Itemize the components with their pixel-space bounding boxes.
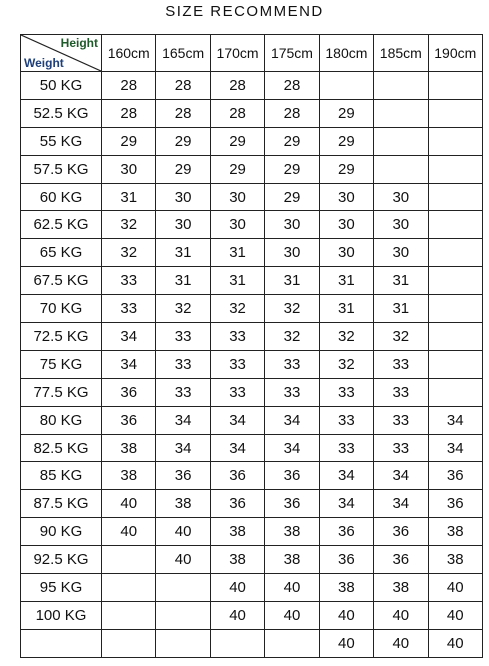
weight-cell: 52.5 KG <box>21 99 102 127</box>
size-cell: 36 <box>156 462 210 490</box>
size-cell: 38 <box>102 434 156 462</box>
size-cell: 33 <box>156 350 210 378</box>
table-row <box>21 629 483 657</box>
size-cell: 38 <box>265 546 319 574</box>
size-cell: 40 <box>210 601 264 629</box>
weight-cell: 100 KG <box>21 601 102 629</box>
table-row <box>21 378 483 406</box>
size-cell: 40 <box>102 518 156 546</box>
header-row <box>21 35 483 72</box>
size-cell: 34 <box>428 406 482 434</box>
weight-cell: 87.5 KG <box>21 490 102 518</box>
table-row <box>21 211 483 239</box>
size-cell: 36 <box>102 378 156 406</box>
table-row <box>21 72 483 100</box>
size-cell: 28 <box>210 72 264 100</box>
size-cell: 33 <box>374 378 428 406</box>
size-cell: 38 <box>265 518 319 546</box>
size-cell <box>428 211 482 239</box>
size-cell: 29 <box>265 155 319 183</box>
table-row <box>21 574 483 602</box>
size-cell: 40 <box>428 601 482 629</box>
size-cell: 30 <box>210 183 264 211</box>
page-title: SIZE RECOMMEND <box>165 3 324 20</box>
size-cell: 32 <box>319 323 373 351</box>
size-cell: 36 <box>210 462 264 490</box>
size-cell: 36 <box>265 490 319 518</box>
size-cell: 34 <box>374 462 428 490</box>
size-cell: 40 <box>102 490 156 518</box>
table-row <box>21 546 483 574</box>
weight-cell: 65 KG <box>21 239 102 267</box>
weight-cell: 60 KG <box>21 183 102 211</box>
size-cell: 33 <box>102 295 156 323</box>
size-cell: 31 <box>156 267 210 295</box>
size-cell: 32 <box>319 350 373 378</box>
weight-cell: 75 KG <box>21 350 102 378</box>
size-cell: 32 <box>265 295 319 323</box>
table-row <box>21 518 483 546</box>
size-cell: 33 <box>102 267 156 295</box>
size-cell: 34 <box>156 434 210 462</box>
weight-cell: 50 KG <box>21 72 102 100</box>
weight-cell: 55 KG <box>21 127 102 155</box>
table-row <box>21 406 483 434</box>
size-cell: 30 <box>374 183 428 211</box>
size-cell <box>156 601 210 629</box>
size-cell: 29 <box>319 99 373 127</box>
size-cell <box>374 127 428 155</box>
table-row <box>21 155 483 183</box>
table-row <box>21 490 483 518</box>
table-row <box>21 183 483 211</box>
size-cell: 33 <box>374 406 428 434</box>
size-cell <box>428 155 482 183</box>
size-cell <box>428 350 482 378</box>
size-cell: 29 <box>265 183 319 211</box>
weight-cell: 82.5 KG <box>21 434 102 462</box>
size-cell <box>428 378 482 406</box>
size-cell: 36 <box>102 406 156 434</box>
size-cell: 29 <box>319 155 373 183</box>
size-cell: 28 <box>265 72 319 100</box>
height-header-cell: 185cm <box>374 35 428 72</box>
weight-cell: 62.5 KG <box>21 211 102 239</box>
size-cell: 28 <box>265 99 319 127</box>
size-cell: 34 <box>428 434 482 462</box>
table-row <box>21 601 483 629</box>
size-cell: 33 <box>265 350 319 378</box>
size-cell: 36 <box>265 462 319 490</box>
size-cell: 30 <box>102 155 156 183</box>
weight-cell: 57.5 KG <box>21 155 102 183</box>
size-cell: 32 <box>156 295 210 323</box>
size-cell: 29 <box>319 127 373 155</box>
size-cell <box>428 267 482 295</box>
size-cell: 30 <box>156 183 210 211</box>
table-row <box>21 323 483 351</box>
size-cell: 34 <box>210 406 264 434</box>
height-header-cell: 170cm <box>210 35 264 72</box>
size-cell: 30 <box>210 211 264 239</box>
size-cell: 40 <box>319 629 373 657</box>
size-cell: 28 <box>102 72 156 100</box>
size-cell: 33 <box>374 350 428 378</box>
size-cell: 36 <box>319 518 373 546</box>
weight-cell: 90 KG <box>21 518 102 546</box>
size-cell: 34 <box>319 490 373 518</box>
size-cell: 38 <box>210 546 264 574</box>
size-cell <box>265 629 319 657</box>
size-cell: 40 <box>265 601 319 629</box>
size-cell: 36 <box>374 518 428 546</box>
size-cell: 31 <box>319 295 373 323</box>
size-cell: 33 <box>210 323 264 351</box>
size-cell: 30 <box>319 211 373 239</box>
size-cell <box>428 323 482 351</box>
size-cell: 32 <box>102 239 156 267</box>
size-cell: 32 <box>210 295 264 323</box>
size-cell: 40 <box>374 601 428 629</box>
size-cell <box>156 574 210 602</box>
size-cell: 34 <box>102 323 156 351</box>
size-cell: 34 <box>265 434 319 462</box>
size-cell <box>428 239 482 267</box>
table-row <box>21 350 483 378</box>
size-cell: 31 <box>210 239 264 267</box>
table-row <box>21 434 483 462</box>
size-cell: 34 <box>210 434 264 462</box>
size-cell: 30 <box>156 211 210 239</box>
size-cell: 36 <box>210 490 264 518</box>
size-cell: 38 <box>428 546 482 574</box>
size-cell <box>428 99 482 127</box>
size-cell: 38 <box>428 518 482 546</box>
size-cell: 33 <box>265 378 319 406</box>
size-cell: 34 <box>102 350 156 378</box>
table-row <box>21 239 483 267</box>
size-cell: 31 <box>156 239 210 267</box>
size-cell <box>210 629 264 657</box>
weight-cell: 77.5 KG <box>21 378 102 406</box>
height-header-cell: 175cm <box>265 35 319 72</box>
size-cell <box>428 72 482 100</box>
size-cell: 28 <box>156 72 210 100</box>
size-cell: 30 <box>374 211 428 239</box>
height-header-cell: 180cm <box>319 35 373 72</box>
size-cell: 33 <box>319 434 373 462</box>
size-cell: 34 <box>265 406 319 434</box>
table-body <box>21 72 483 658</box>
size-cell: 29 <box>102 127 156 155</box>
height-header-cell: 160cm <box>102 35 156 72</box>
size-cell: 38 <box>102 462 156 490</box>
size-cell <box>102 574 156 602</box>
size-cell: 36 <box>428 490 482 518</box>
table-row <box>21 295 483 323</box>
size-chart-table <box>20 34 483 658</box>
size-cell: 34 <box>374 490 428 518</box>
table-row <box>21 99 483 127</box>
size-cell: 40 <box>265 574 319 602</box>
size-cell: 32 <box>102 211 156 239</box>
height-header-cell: 165cm <box>156 35 210 72</box>
size-cell <box>102 601 156 629</box>
size-cell <box>156 629 210 657</box>
size-cell <box>428 127 482 155</box>
size-cell <box>319 72 373 100</box>
size-cell: 30 <box>319 183 373 211</box>
size-cell <box>374 155 428 183</box>
size-cell: 30 <box>265 211 319 239</box>
size-cell: 36 <box>374 546 428 574</box>
size-cell: 34 <box>319 462 373 490</box>
weight-cell: 72.5 KG <box>21 323 102 351</box>
size-cell: 38 <box>156 490 210 518</box>
size-cell: 31 <box>319 267 373 295</box>
size-cell: 30 <box>265 239 319 267</box>
size-cell <box>102 629 156 657</box>
size-cell: 40 <box>319 601 373 629</box>
size-cell <box>428 295 482 323</box>
size-cell: 33 <box>374 434 428 462</box>
size-cell: 28 <box>102 99 156 127</box>
size-cell: 33 <box>156 323 210 351</box>
size-cell: 36 <box>319 546 373 574</box>
size-cell: 31 <box>374 267 428 295</box>
height-axis-label: Height <box>60 36 98 50</box>
size-cell: 29 <box>210 127 264 155</box>
weight-cell: 70 KG <box>21 295 102 323</box>
size-cell: 32 <box>265 323 319 351</box>
size-cell: 40 <box>156 546 210 574</box>
size-cell <box>374 99 428 127</box>
size-cell: 40 <box>428 629 482 657</box>
size-cell: 33 <box>156 378 210 406</box>
weight-cell: 95 KG <box>21 574 102 602</box>
weight-cell: 67.5 KG <box>21 267 102 295</box>
size-cell: 40 <box>210 574 264 602</box>
size-cell: 40 <box>374 629 428 657</box>
table-row <box>21 127 483 155</box>
weight-cell: 85 KG <box>21 462 102 490</box>
size-cell: 32 <box>374 323 428 351</box>
size-cell: 29 <box>156 127 210 155</box>
size-cell: 29 <box>265 127 319 155</box>
size-cell: 38 <box>374 574 428 602</box>
size-cell: 31 <box>374 295 428 323</box>
size-cell: 31 <box>210 267 264 295</box>
weight-cell: 92.5 KG <box>21 546 102 574</box>
size-cell <box>102 546 156 574</box>
size-cell: 29 <box>156 155 210 183</box>
size-cell: 34 <box>156 406 210 434</box>
size-cell: 38 <box>210 518 264 546</box>
size-cell: 28 <box>210 99 264 127</box>
size-cell: 33 <box>319 378 373 406</box>
size-cell <box>374 72 428 100</box>
size-cell: 33 <box>319 406 373 434</box>
size-cell <box>428 183 482 211</box>
size-cell: 33 <box>210 350 264 378</box>
table-row <box>21 267 483 295</box>
weight-axis-label: Weight <box>24 56 64 70</box>
weight-cell: 80 KG <box>21 406 102 434</box>
size-cell: 30 <box>319 239 373 267</box>
size-cell: 40 <box>156 518 210 546</box>
weight-cell <box>21 629 102 657</box>
size-cell: 38 <box>319 574 373 602</box>
size-cell: 36 <box>428 462 482 490</box>
height-header-cell: 190cm <box>428 35 482 72</box>
size-cell: 31 <box>102 183 156 211</box>
size-cell: 30 <box>374 239 428 267</box>
size-cell: 40 <box>428 574 482 602</box>
corner-header-cell <box>21 35 102 72</box>
size-cell: 33 <box>210 378 264 406</box>
table-row <box>21 462 483 490</box>
size-cell: 29 <box>210 155 264 183</box>
size-cell: 31 <box>265 267 319 295</box>
size-cell: 28 <box>156 99 210 127</box>
